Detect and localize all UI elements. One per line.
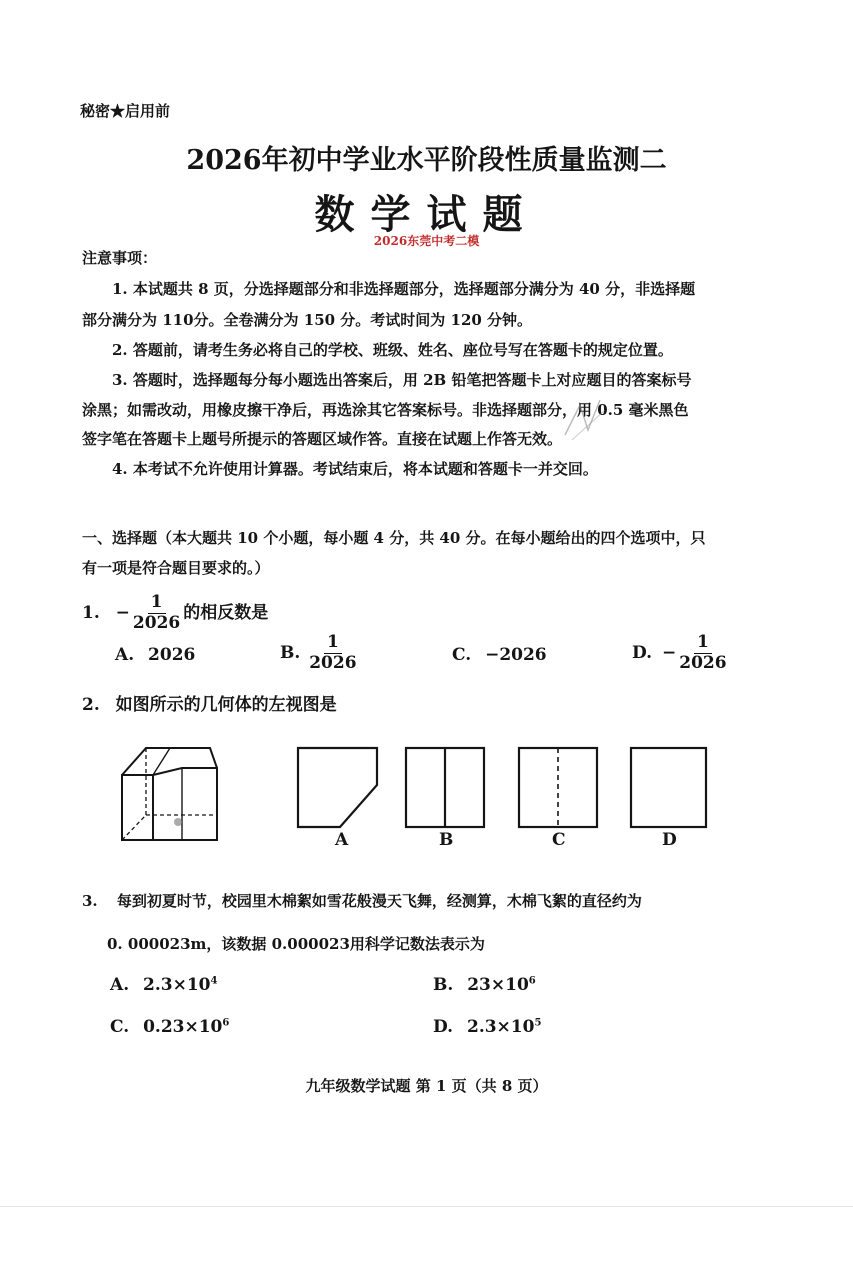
q3-option-b-label: B.	[433, 975, 454, 995]
q1-option-d-negative-sign: −	[661, 642, 677, 663]
q1-fraction-denominator: 2026	[132, 612, 181, 633]
note-line-5: 涂黑；如需改动，用橡皮擦干净后，再选涂其它答案标号。非选择题部分，用 0.5 毫米黑色	[82, 401, 689, 419]
note-line-6: 签字笔在答题卡上题号所提示的答题区域作答。直接在试题上作答无效。	[82, 430, 563, 448]
pen-scratch-mark	[560, 395, 620, 445]
section1-heading-line1: 一、选择题（本大题共 10 个小题，每小题 4 分，共 40 分。在每小题给出的四个选项中，只	[82, 529, 706, 547]
q1-option-d-fraction	[679, 634, 726, 673]
q2-label-a: A	[335, 830, 349, 850]
question-1	[82, 594, 268, 633]
q3-option-b	[433, 975, 536, 995]
q2-option-c-figure	[519, 748, 597, 827]
q3-number: 3.	[82, 892, 98, 910]
q1-option-b-numerator: 1	[324, 634, 342, 654]
q1-option-d	[632, 634, 730, 673]
q1-option-c	[452, 645, 547, 665]
q3-option-c	[110, 1017, 229, 1037]
q1-option-a	[115, 645, 195, 665]
q1-text: 的相反数是	[183, 602, 269, 623]
exam-title: 2026年初中学业水平阶段性质量监测二	[186, 145, 667, 176]
q1-fraction	[133, 594, 180, 633]
q3-option-a	[110, 975, 217, 995]
note-line-3: 2. 答题前，请考生务必将自己的学校、班级、姓名、座位号写在答题卡的规定位置。	[112, 341, 673, 359]
note-line-7: 4. 本考试不允许使用计算器。考试结束后，将本试题和答题卡一并交回。	[112, 460, 598, 478]
q2-label-b: B	[439, 830, 454, 850]
q3-option-b-base: 23×10	[467, 975, 529, 995]
note-line-2: 部分满分为 110分。全卷满分为 150 分。考试时间为 120 分钟。	[82, 311, 533, 329]
question-3	[82, 890, 642, 911]
q3-option-d-base: 2.3×10	[466, 1017, 535, 1037]
q3-option-c-base: 0.23×10	[143, 1017, 223, 1037]
subject-title: 数学试题	[314, 192, 539, 238]
q1-negative-sign: −	[115, 602, 130, 623]
bottom-divider	[0, 1206, 853, 1207]
q1-option-b-denominator: 2026	[309, 652, 357, 673]
q1-option-b-label: B.	[280, 642, 301, 663]
red-subtitle: 2026东莞中考二模	[373, 234, 480, 248]
q1-option-d-label: D.	[632, 642, 653, 663]
q3-option-d-label: D.	[433, 1017, 454, 1037]
q2-number: 2.	[82, 695, 100, 715]
q2-solid-figure	[122, 748, 217, 840]
q3-option-a-label: A.	[110, 975, 130, 995]
notes-heading: 注意事项：	[82, 249, 158, 267]
section1-heading-line2: 有一项是符合题目要求的。）	[82, 559, 270, 577]
q3-option-c-label: C.	[110, 1017, 130, 1037]
confidential-label: 秘密★启用前	[80, 102, 171, 120]
q1-number: 1.	[82, 602, 100, 623]
q3-option-d	[433, 1017, 541, 1037]
question-2	[82, 690, 337, 715]
note-line-4: 3. 答题时，选择题每分每小题选出答案后，用 2B 铅笔把答题卡上对应题目的答案标号	[112, 371, 692, 389]
q1-option-b-fraction	[309, 634, 356, 673]
q1-fraction-numerator: 1	[148, 594, 166, 614]
q1-option-c-label: C.	[452, 645, 472, 665]
q3-option-c-exponent: 6	[222, 1017, 230, 1029]
q3-option-b-exponent: 6	[528, 975, 536, 987]
q3-option-a-exponent: 4	[210, 975, 218, 987]
q3-option-a-base: 2.3×10	[143, 975, 211, 995]
q1-option-a-value: 2026	[148, 645, 196, 665]
q2-label-c: C	[552, 830, 566, 850]
q1-option-b	[280, 634, 360, 673]
page-footer: 九年级数学试题 第 1 页（共 8 页）	[305, 1077, 548, 1095]
q1-option-d-denominator: 2026	[679, 652, 727, 673]
q2-label-d: D	[662, 830, 677, 850]
q3-text-line2: 0. 000023m，该数据 0.000023用科学记数法表示为	[107, 935, 485, 953]
q1-option-c-value: −2026	[485, 645, 547, 665]
q3-option-d-exponent: 5	[534, 1017, 542, 1029]
q2-option-b-figure	[406, 748, 484, 827]
q1-option-d-numerator: 1	[694, 634, 712, 654]
q2-text: 如图所示的几何体的左视图是	[115, 695, 337, 715]
q3-text-line1: 每到初夏时节，校园里木棉絮如雪花般漫天飞舞，经测算，木棉飞絮的直径约为	[116, 892, 642, 910]
note-line-1: 1. 本试题共 8 页，分选择题部分和非选择题部分，选择题部分满分为 40 分，非选择题	[112, 280, 696, 298]
ink-dot	[174, 818, 182, 826]
q2-option-a-figure	[298, 748, 377, 827]
q2-figures	[110, 740, 730, 855]
q1-option-a-label: A.	[115, 645, 135, 665]
q2-option-d-figure	[631, 748, 706, 827]
